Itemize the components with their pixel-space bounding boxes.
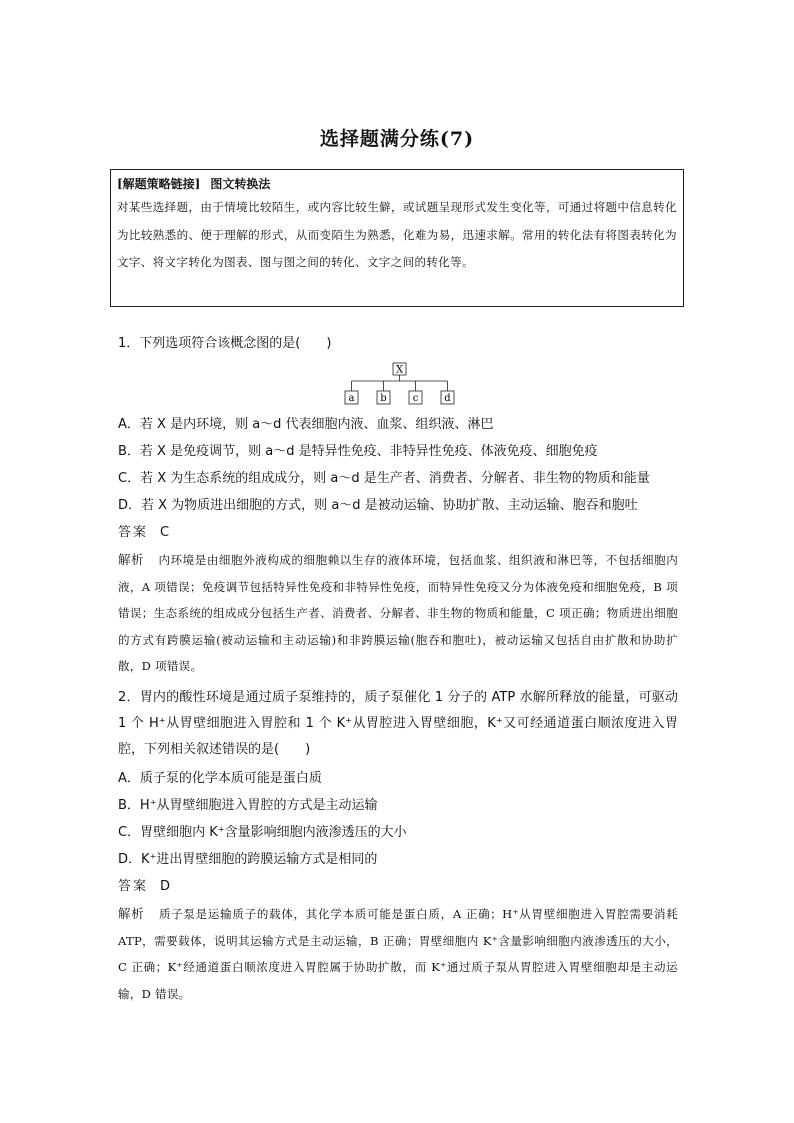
page-title: 选择题满分练(7) xyxy=(319,128,475,150)
strategy-topic: 图文转换法 xyxy=(210,177,271,191)
q2-option-d: D．K⁺进出胃壁细胞的跨膜运输方式是相同的 xyxy=(118,852,378,867)
q1-option-a: A．若 X 是内环境，则 a～d 代表细胞内液、血浆、组织液、淋巴 xyxy=(118,417,494,432)
q1-option-b: B．若 X 是免疫调节，则 a～d 是特异性免疫、非特异性免疫、体液免疫、细胞免疫 xyxy=(118,444,598,459)
q2-analysis-label: 解析 xyxy=(118,906,145,921)
q1-analysis xyxy=(118,547,678,680)
strategy-box xyxy=(110,169,684,307)
q1-answer-label: 答案 xyxy=(118,525,149,540)
concept-diagram xyxy=(340,361,460,407)
q2-stem: 2．胃内的酸性环境是通过质子泵维持的，质子泵催化 1 分子的 ATP 水解所释放的能量，可驱动 1 个 H⁺从胃壁细胞进入胃腔和 1 个 K⁺从胃腔进入胃壁细胞，K⁺又可经通道蛋白顺浓度进入胃腔，下列相关叙述错误的是( ) xyxy=(118,690,678,757)
diagram-leaf-c: c xyxy=(412,393,419,404)
q1-option-d: D．若 X 为物质进出细胞的方式，则 a～d 是被动运输、协助扩散、主动运输、胞吞和胞吐 xyxy=(118,498,638,513)
q2-analysis-text: 质子泵是运输质子的载体，其化学本质可能是蛋白质，A 正确；H⁺从胃壁细胞进入胃腔需要消耗 ATP，需要载体，说明其运输方式是主动运输，B 正确；胃壁细胞内 K⁺含量影响细胞内液渗透压的大小，C 正确；K⁺经通道蛋白顺浓度进入胃腔属于协助扩散，而 K⁺通过质子泵从胃腔进入胃壁细胞却是主动运输，D 错误。 xyxy=(118,907,678,1001)
q1-stem: 1．下列选项符合该概念图的是( ) xyxy=(118,336,332,351)
q1-option-c: C．若 X 为生态系统的组成成分，则 a～d 是生产者、消费者、分解者、非生物的物质和能量 xyxy=(118,471,650,486)
strategy-heading: [解题策略链接] xyxy=(117,177,201,191)
q2-option-b: B．H⁺从胃壁细胞进入胃腔的方式是主动运输 xyxy=(118,798,378,813)
q1-answer-row xyxy=(118,519,678,546)
q1-answer: C xyxy=(160,525,170,540)
q2-option-c: C．胃壁细胞内 K⁺含量影响细胞内液渗透压的大小 xyxy=(118,825,407,840)
strategy-heading-row xyxy=(117,174,677,194)
q2-analysis xyxy=(118,901,678,1007)
diagram-leaf-d: d xyxy=(444,393,451,404)
q2-answer-label: 答案 xyxy=(118,879,149,894)
diagram-leaf-b: b xyxy=(380,393,387,404)
strategy-body: 对某些选择题，由于情境比较陌生，或内容比较生僻，或试题呈现形式发生变化等，可通过将题中信息转化为比较熟悉的、便于理解的形式，从而变陌生为熟悉，化难为易，迅速求解。常用的转化法有将图表转化为文字、将文字转化为图表、图与图之间的转化、文字之间的转化等。 xyxy=(117,200,677,269)
q2-answer-row xyxy=(118,873,678,900)
diagram-leaf-a: a xyxy=(348,393,355,404)
q1-analysis-label: 解析 xyxy=(118,552,145,567)
q1-analysis-text: 内环境是由细胞外液构成的细胞赖以生存的液体环境，包括血浆、组织液和淋巴等，不包括细胞内液，A 项错误；免疫调节包括特异性免疫和非特异性免疫，而特异性免疫又分为体液免疫和细胞免疫，B 项错误；生态系统的组成成分包括生产者、消费者、分解者、非生物的物质和能量，C 项正确；物质进出细胞的方式有跨膜运输(被动运输和主动运输)和非跨膜运输(胞吞和胞吐)，被动运输又包括自由扩散和协助扩散，D 项错误。 xyxy=(118,553,678,673)
diagram-root-label: X xyxy=(395,364,404,376)
q2-option-a: A．质子泵的化学本质可能是蛋白质 xyxy=(118,771,322,786)
q2-answer: D xyxy=(160,879,171,894)
